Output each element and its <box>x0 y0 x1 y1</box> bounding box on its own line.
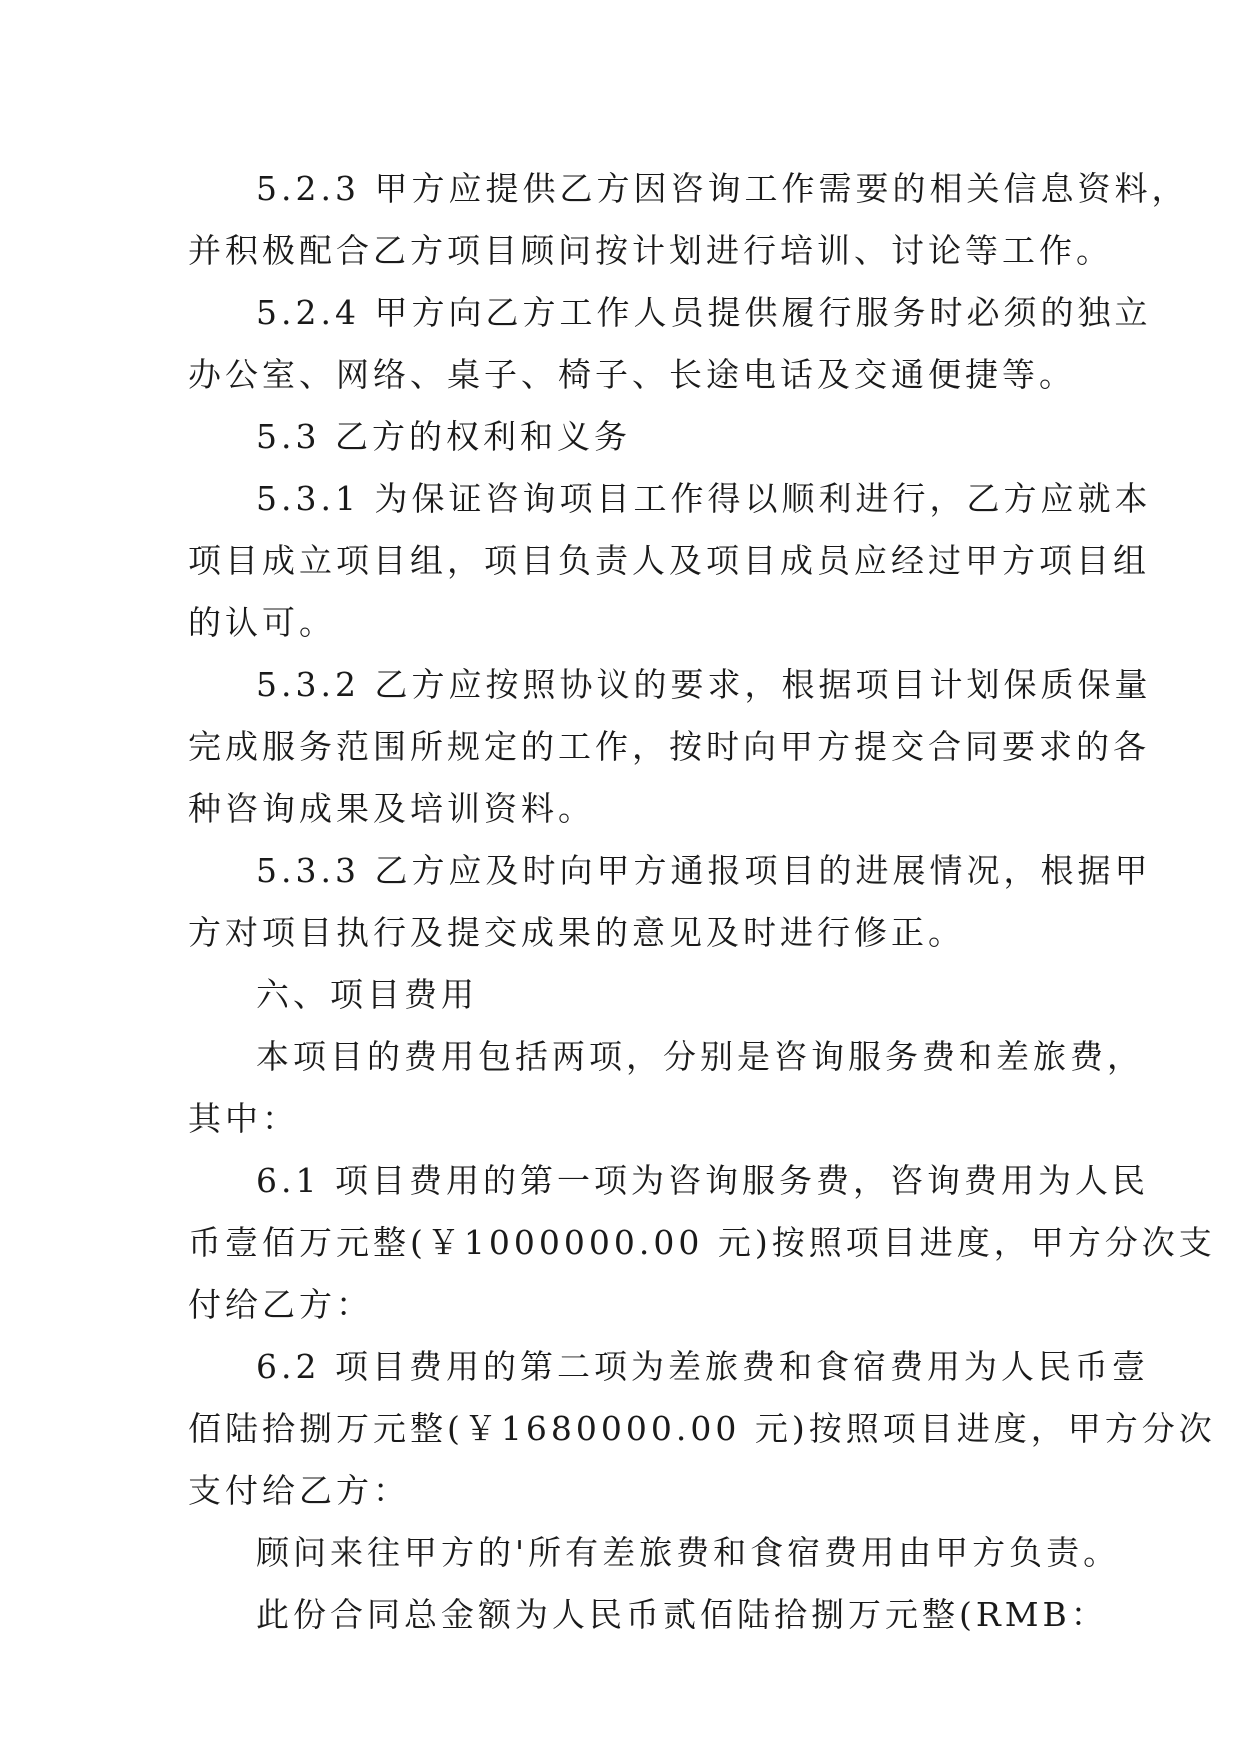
clause-5-2-4-line-1: 5.2.4 甲方向乙方工作人员提供履行服务时必须的独立 <box>256 293 1152 332</box>
clause-5-3-1-line-3: 的认可。 <box>188 603 336 642</box>
clause-5-3-1-line-1: 5.3.1 为保证咨询项目工作得以顺利进行，乙方应就本 <box>256 479 1152 518</box>
fees-intro-line-2: 其中： <box>188 1099 299 1138</box>
section-6-heading: 六、项目费用 <box>256 975 478 1014</box>
clause-6-1-line-2: 币壹佰万元整(￥1000000.00 元)按照项目进度，甲方分次支 <box>188 1223 1216 1262</box>
fees-intro-line-1: 本项目的费用包括两项，分别是咨询服务费和差旅费， <box>256 1037 1144 1076</box>
clause-5-3-1-line-2: 项目成立项目组，项目负责人及项目成员应经过甲方项目组 <box>188 541 1150 580</box>
clause-6-2-line-3: 支付给乙方： <box>188 1471 410 1510</box>
clause-5-3-2-line-1: 5.3.2 乙方应按照协议的要求，根据项目计划保质保量 <box>256 665 1152 704</box>
clause-5-2-4-line-2: 办公室、网络、桌子、椅子、长途电话及交通便捷等。 <box>188 355 1076 394</box>
clause-6-2-line-2: 佰陆拾捌万元整(￥1680000.00 元)按照项目进度，甲方分次 <box>188 1409 1216 1448</box>
section-5-3-heading: 5.3 乙方的权利和义务 <box>256 417 631 456</box>
clause-5-3-2-line-2: 完成服务范围所规定的工作，按时向甲方提交合同要求的各 <box>188 727 1150 766</box>
clause-5-3-3-line-2: 方对项目执行及提交成果的意见及时进行修正。 <box>188 913 965 952</box>
clause-6-2-line-1: 6.2 项目费用的第二项为差旅费和食宿费用为人民币壹 <box>256 1347 1149 1386</box>
clause-5-3-3-line-1: 5.3.3 乙方应及时向甲方通报项目的进展情况，根据甲 <box>256 851 1152 890</box>
clause-5-2-3-line-1: 5.2.3 甲方应提供乙方因咨询工作需要的相关信息资料， <box>256 169 1189 208</box>
clause-6-1-line-1: 6.1 项目费用的第一项为咨询服务费，咨询费用为人民 <box>256 1161 1149 1200</box>
travel-expense-note: 顾问来往甲方的'所有差旅费和食宿费用由甲方负责。 <box>256 1533 1121 1572</box>
contract-total-line: 此份合同总金额为人民币贰佰陆拾捌万元整(RMB： <box>256 1595 1108 1634</box>
clause-5-2-3-line-2: 并积极配合乙方项目顾问按计划进行培训、讨论等工作。 <box>188 231 1113 270</box>
clause-5-3-2-line-3: 种咨询成果及培训资料。 <box>188 789 595 828</box>
contract-text <box>188 158 1216 1646</box>
clause-6-1-line-3: 付给乙方： <box>188 1285 373 1324</box>
